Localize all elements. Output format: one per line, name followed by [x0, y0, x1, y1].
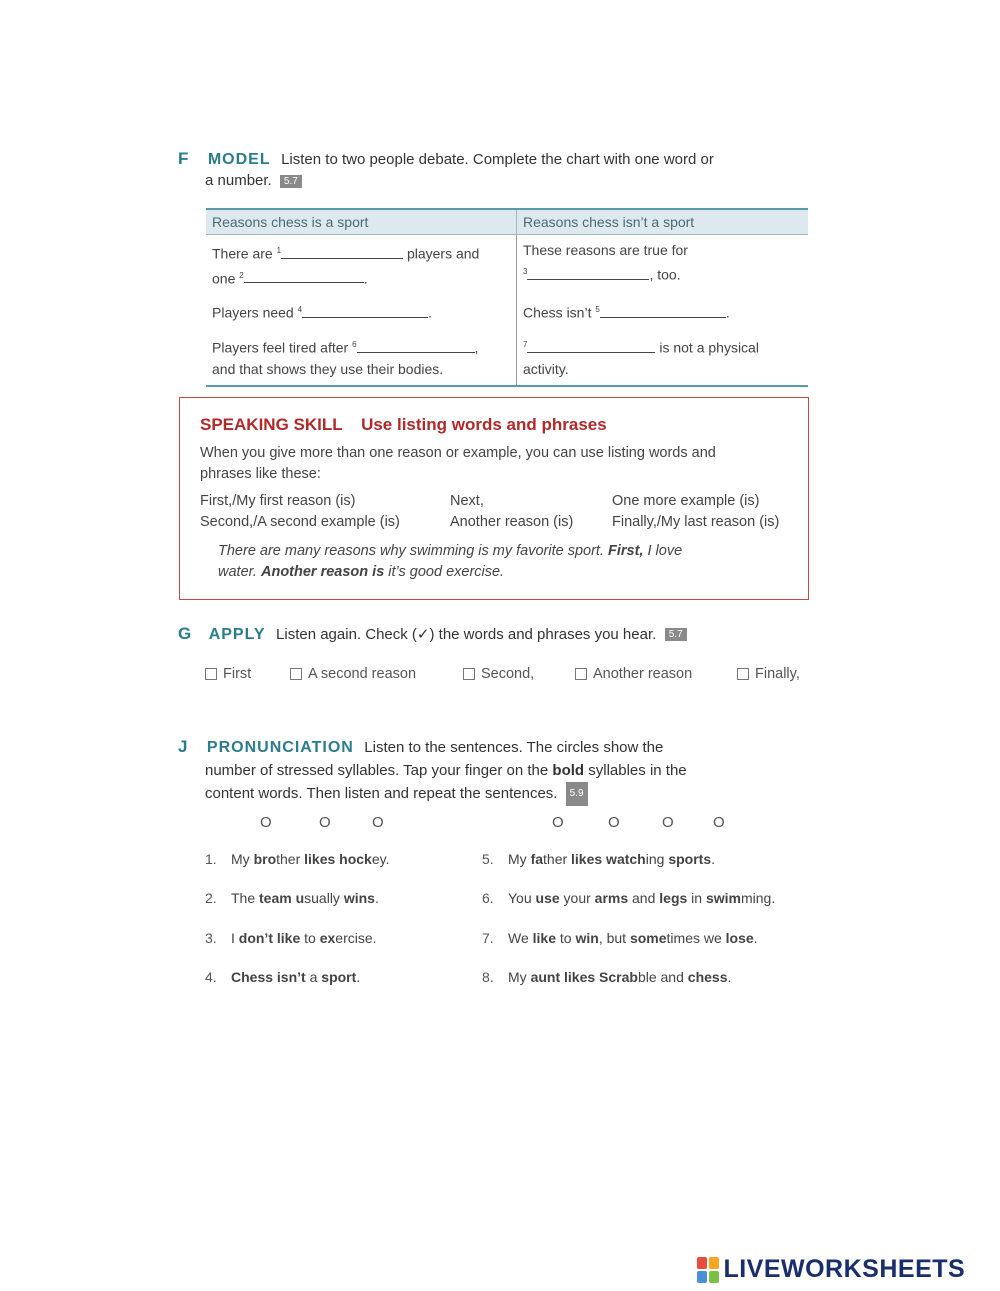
blank-number: 3 [523, 267, 528, 276]
stressed-syllable: use [535, 890, 560, 906]
chart-cell [517, 235, 809, 295]
answer-blank-3[interactable] [527, 267, 649, 280]
intro-line: phrases like these: [200, 466, 321, 482]
phrase: Finally,/My last reason (is) [612, 514, 780, 530]
section-g-title: APPLY [208, 626, 266, 643]
sentence-item [482, 930, 758, 946]
example-bold: Another reason is [260, 564, 385, 580]
cell-text: is not a physical [659, 339, 759, 356]
chart-cell [206, 235, 517, 295]
section-j-header [178, 737, 818, 757]
checkbox[interactable] [290, 668, 302, 680]
sentence-number: 2. [205, 890, 217, 906]
sentence-text: My [508, 969, 531, 985]
section-j-instruction-block [205, 760, 805, 806]
section-f-instruction-line2: a number. [205, 172, 272, 189]
chart-cell [517, 329, 809, 386]
stressed-syllable: sport [321, 969, 357, 985]
stressed-syllable: Chess isn’t [231, 969, 306, 985]
phrase: Another reason (is) [450, 514, 574, 530]
cell-text: Players feel tired after [212, 339, 349, 356]
cell-text: players and [406, 245, 480, 262]
sentence-item [205, 851, 389, 867]
audio-track-label[interactable]: 5.9 [566, 782, 588, 806]
example-text: it’s good exercise. [384, 564, 505, 580]
sentence-text: . [711, 851, 715, 867]
sentence-text: . [374, 890, 379, 906]
sentence-item [482, 890, 775, 906]
instruction-text: syllables in the [584, 762, 687, 779]
sentence-text: . [753, 930, 758, 946]
section-j-title: PRONUNCIATION [206, 739, 354, 756]
section-f-letter: F [178, 149, 190, 168]
cell-text: one [212, 270, 236, 287]
chart-header-row [206, 209, 808, 235]
chart-cell [517, 294, 809, 329]
cell-text: . [428, 304, 432, 321]
cell-text: . [725, 304, 730, 321]
stress-circle: O [608, 814, 620, 831]
checklist-item[interactable] [737, 666, 800, 682]
sentence-text: ing [645, 851, 669, 867]
sentence-text: to [556, 930, 576, 946]
cell-text: . [363, 270, 368, 287]
sentence-text: . [356, 969, 361, 985]
chart-row [206, 235, 808, 295]
chart-header-not-sport: Reasons chess isn’t a sport [517, 209, 809, 235]
sentence-number: 6. [482, 890, 494, 906]
intro-line: When you give more than one reason or example, you can use listing words and [200, 445, 716, 461]
sentence-item [482, 969, 731, 985]
chart-header-sport: Reasons chess is a sport [206, 209, 517, 235]
stress-circle: O [319, 814, 331, 831]
stressed-syllable: aunt likes Scrab [530, 969, 638, 985]
speaking-skill-intro [200, 443, 800, 485]
section-f-title: MODEL [207, 151, 271, 168]
stress-circle: O [372, 814, 384, 831]
checklist-item[interactable] [575, 666, 692, 682]
section-f-instruction-line2-row [205, 172, 302, 189]
checklist-label: Finally, [755, 666, 800, 682]
answer-blank-4[interactable] [302, 305, 428, 318]
sentence-text: times we [666, 930, 726, 946]
section-f-instruction-line1: Listen to two people debate. Complete the chart with one word or [281, 151, 714, 168]
phrase: First,/My first reason (is) [200, 493, 356, 509]
stress-circles-right [552, 814, 742, 834]
answer-blank-6[interactable] [357, 340, 475, 353]
debate-chart-table [206, 208, 808, 387]
stress-circle: O [713, 814, 725, 831]
stress-circle: O [260, 814, 272, 831]
stressed-syllable: arms [594, 890, 629, 906]
checklist-item[interactable] [290, 666, 416, 682]
sentence-item [205, 930, 377, 946]
stressed-syllable: lose [725, 930, 754, 946]
sentence-text: , but [598, 930, 630, 946]
speaking-skill-box [179, 397, 809, 600]
section-g-letter: G [178, 624, 193, 643]
blank-number: 2 [239, 270, 244, 280]
cell-text: Players need [212, 304, 294, 321]
section-j-instruction-line1: Listen to the sentences. The circles show the [364, 739, 664, 756]
sentence-text: . [727, 969, 732, 985]
logo-mark-icon [697, 1257, 719, 1283]
checklist-label: First [223, 666, 252, 682]
stressed-syllable: like [532, 930, 556, 946]
speaking-skill-heading [200, 415, 607, 435]
stressed-syllable: wins [343, 890, 375, 906]
sentence-text: ercise. [335, 930, 377, 946]
cell-text: , too. [649, 266, 681, 283]
section-j-letter: J [178, 737, 189, 756]
checklist-item[interactable] [463, 666, 534, 682]
phrase: Second,/A second example (is) [200, 514, 400, 530]
sentence-text: We [508, 930, 533, 946]
blank-number: 5 [595, 305, 600, 315]
answer-blank-2[interactable] [244, 270, 364, 283]
stressed-syllable: win [575, 930, 599, 946]
cell-text: , [474, 339, 479, 356]
section-f-header [178, 149, 818, 169]
section-g-header [178, 624, 818, 644]
chart-row [206, 294, 808, 329]
debate-chart [206, 208, 808, 387]
checkbox[interactable] [463, 668, 475, 680]
cell-text: These reasons are true for [523, 242, 688, 258]
section-g-instruction: Listen again. Check (✓) the words and phrases you hear. [276, 626, 657, 643]
chart-row [206, 329, 808, 386]
answer-blank-1[interactable] [281, 246, 403, 259]
checklist-label: A second reason [308, 666, 417, 682]
blank-number: 1 [276, 246, 282, 255]
stressed-syllable: swim [705, 890, 741, 906]
sentence-text: ming. [740, 890, 776, 906]
sentence-number: 7. [482, 930, 494, 946]
stressed-syllable: some [629, 930, 667, 946]
sentence-number: 4. [205, 969, 217, 985]
example-bold: First, [608, 543, 644, 559]
checkbox[interactable] [205, 668, 217, 680]
blank-number: 6 [352, 339, 357, 349]
cell-text: Chess isn’t [523, 304, 592, 321]
answer-blank-7[interactable] [527, 340, 655, 353]
logo-text[interactable]: LIVEWORKSHEETS [723, 1255, 966, 1283]
cell-text: There are [212, 245, 273, 262]
example-text: water. [218, 564, 261, 580]
sentence-number: 3. [205, 930, 217, 946]
cell-text: activity. [523, 360, 569, 377]
answer-blank-5[interactable] [600, 305, 726, 318]
chart-cell [206, 329, 517, 386]
sentence-item [482, 851, 715, 867]
speaking-skill-title: Use listing words and phrases [361, 415, 607, 434]
sentence-text: to [300, 930, 320, 946]
liveworksheets-logo [697, 1255, 965, 1285]
checklist-label: Second, [481, 666, 535, 682]
stressed-syllable: sports [668, 851, 712, 867]
speaking-skill-label: SPEAKING SKILL [200, 415, 343, 434]
cell-text: and that shows they use their bodies. [212, 360, 444, 377]
sentence-text: sually [304, 890, 344, 906]
checkbox[interactable] [575, 668, 587, 680]
sentence-text: I [231, 930, 239, 946]
sentence-text: your [559, 890, 595, 906]
stressed-syllable: team u [259, 890, 305, 906]
stressed-syllable: chess [687, 969, 728, 985]
stressed-syllable: legs [659, 890, 688, 906]
example-text: There are many reasons why swimming is my favorite sport. [218, 543, 609, 559]
sentence-text: You [508, 890, 536, 906]
stressed-syllable: don’t like [238, 930, 301, 946]
stressed-syllable: likes hock [304, 851, 372, 867]
sentence-text: a [305, 969, 322, 985]
sentence-text: My [508, 851, 531, 867]
stress-circles-left [260, 814, 400, 834]
sentence-item [205, 969, 360, 985]
checklist-item[interactable] [205, 666, 251, 682]
checkbox[interactable] [737, 668, 749, 680]
chart-cell [206, 294, 517, 329]
sentence-number: 5. [482, 851, 494, 867]
sentence-text: ble and [637, 969, 688, 985]
instruction-bold: bold [552, 762, 585, 779]
sentence-number: 1. [205, 851, 217, 867]
speaking-skill-example [218, 541, 798, 583]
checklist [205, 666, 810, 686]
phrase: Next, [450, 493, 484, 509]
sentence-item [205, 890, 379, 906]
blank-number: 7 [523, 339, 528, 349]
sentence-text: ey. [371, 851, 390, 867]
stress-circle: O [662, 814, 674, 831]
instruction-text: content words. Then listen and repeat the sentences. [205, 784, 558, 802]
sentence-number: 8. [482, 969, 494, 985]
sentence-text: ther [543, 851, 572, 867]
sentence-text: in [687, 890, 706, 906]
instruction-text: number of stressed syllables. Tap your finger on the [205, 762, 553, 779]
sentence-text: ther [276, 851, 305, 867]
sentence-text: The [231, 890, 260, 906]
example-text: I love [643, 543, 683, 559]
phrase: One more example (is) [612, 493, 760, 509]
stressed-syllable: ex [319, 930, 336, 946]
stressed-syllable: bro [253, 851, 277, 867]
stress-circle: O [552, 814, 564, 831]
audio-track-label[interactable]: 5.7 [280, 175, 302, 188]
stressed-syllable: fa [530, 851, 544, 867]
blank-number: 4 [297, 305, 303, 315]
sentence-text: and [628, 890, 660, 906]
stressed-syllable: likes watch [571, 851, 646, 867]
checklist-label: Another reason [593, 666, 693, 682]
audio-track-label[interactable]: 5.7 [665, 628, 687, 641]
sentence-text: My [231, 851, 254, 867]
